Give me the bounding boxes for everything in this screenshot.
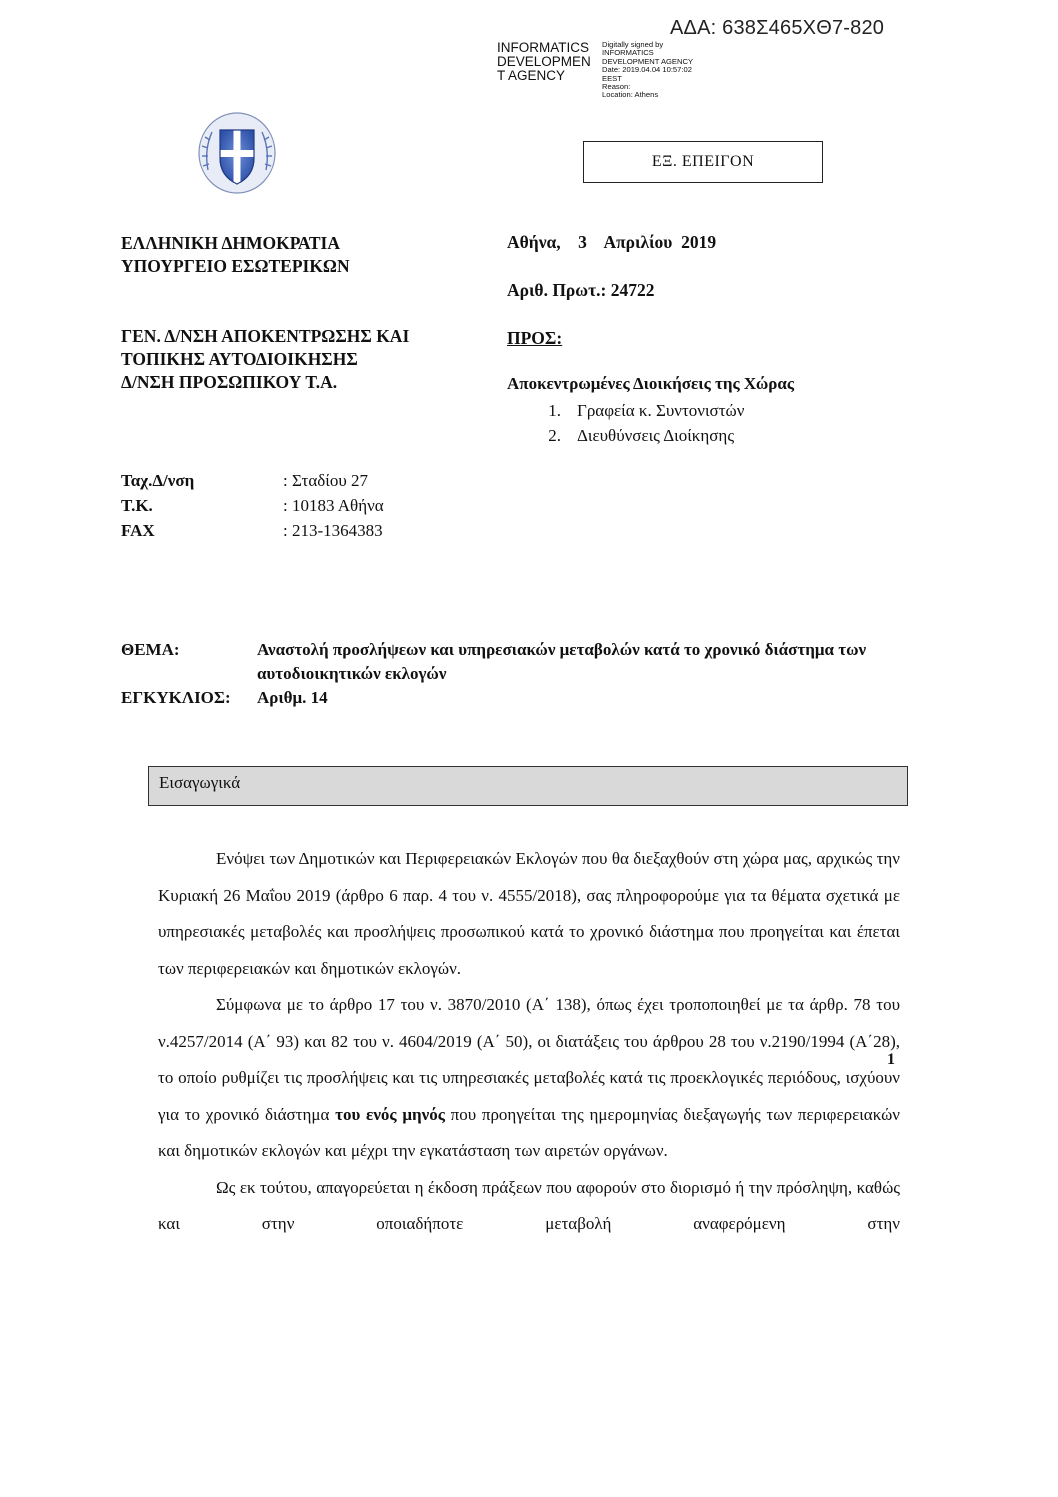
subject-block	[121, 638, 921, 710]
contact-details	[121, 468, 384, 543]
section-heading: Εισαγωγικά	[148, 766, 908, 806]
issuer-header	[121, 232, 350, 278]
contact-label: Ταχ.Δ/νση	[121, 471, 195, 490]
subject-row	[121, 638, 921, 686]
urgency-box: ΕΞ. ΕΠΕΙΓΟΝ	[583, 141, 823, 183]
document-date: Αθήνα, 3 Απριλίου 2019	[507, 232, 717, 252]
paragraph	[158, 987, 900, 1170]
paragraph-text: που προηγείται της ημερομηνίας διεξαγωγής των περιφερειακών και δημοτικών εκλογών και μέχρι την εγκατάσταση των αιρετών οργάνων.	[158, 1104, 900, 1160]
contact-label: FAX	[121, 521, 155, 540]
circular-row	[121, 686, 921, 710]
paragraph-emphasis: του ενός μηνός	[335, 1104, 445, 1124]
protocol-number: Αριθ. Πρωτ.: 24722	[507, 280, 655, 300]
signature-detail: Reason:	[602, 82, 631, 92]
page-number: 1	[887, 1051, 895, 1068]
signature-detail: DEVELOPMENT AGENCY	[602, 56, 694, 66]
recipients-title: Αποκεντρωμένες Διοικήσεις της Χώρας	[507, 374, 795, 393]
signature-detail: INFORMATICS	[602, 48, 654, 58]
contact-row	[121, 518, 384, 543]
paragraph: Ως εκ τούτου, απαγορεύεται η έκδοση πράξεων που αφορούν στο διορισμό ή την πρόσληψη, καθώς και στην οποιαδήποτε μεταβολή αναφερόμενη στην	[158, 1177, 900, 1233]
paragraph-text: Σύμφωνα με το άρθρο 17 του ν. 3870/2010 (Α΄ 138), όπως έχει τροποποιηθεί με τα άρθρ. 78 του ν.4257/2014 (Α΄ 93) και 82 του ν. 4604/2019 (Α΄ 50), οι διατάξεις του άρθρου 28 του ν.2190/1994 (Α΄28), το οποίο ρυθμίζει τις προσλήψεις και τις υπηρεσιακές μεταβολές κατά τις προεκλογικές περιόδους, ισχύουν για το χρονικό διάστημα	[158, 995, 900, 1124]
to-label: ΠΡΟΣ:	[507, 328, 563, 348]
list-item	[507, 423, 744, 448]
department-line: ΓΕΝ. Δ/ΝΣΗ ΑΠΟΚΕΝΤΡΩΣΗΣ ΚΑΙ	[121, 326, 410, 346]
circular-value: Αριθμ. 14	[257, 688, 328, 707]
list-item-number: 2.	[548, 426, 561, 445]
contact-value: : 10183 Αθήνα	[283, 496, 384, 515]
subject-text: Αναστολή προσλήψεων και υπηρεσιακών μεταβολών κατά το χρονικό διάστημα των αυτοδιοικητικών εκλογών	[257, 640, 867, 683]
department-line: Δ/ΝΣΗ ΠΡΟΣΩΠΙΚΟΥ Τ.Α.	[121, 372, 338, 392]
list-item-text: Γραφεία κ. Συντονιστών	[577, 401, 745, 420]
signature-detail: Digitally signed by	[602, 40, 664, 49]
signature-details	[602, 41, 732, 100]
circular-label: ΕΓΚΥΚΛΙΟΣ:	[121, 688, 231, 707]
department-header	[121, 325, 409, 394]
contact-label: Τ.Κ.	[121, 496, 153, 515]
paragraph: Ενόψει των Δημοτικών και Περιφερειακών Εκλογών που θα διεξαχθούν στη χώρα μας, αρχικώς την Κυριακή 26 Μαΐου 2019 (άρθρο 6 παρ. 4 του ν. 4555/2018), σας πληροφορούμε για τα θέματα σχετικά με υπηρεσιακές μεταβολές και προσλήψεις προσωπικού κατά το χρονικό διάστημα που προηγείται και έπεται των περιφερειακών και δημοτικών εκλογών.	[158, 849, 900, 978]
signature-detail: EEST	[602, 73, 622, 83]
signature-agency	[497, 41, 599, 83]
department-line: ΤΟΠΙΚΗΣ ΑΥΤΟΔΙΟΙΚΗΣΗΣ	[121, 349, 358, 369]
body-text	[158, 841, 900, 1243]
signature-agency-line: T AGENCY	[497, 68, 566, 83]
contact-row	[121, 493, 384, 518]
list-item-number: 1.	[548, 401, 561, 420]
list-item	[507, 398, 744, 423]
contact-row	[121, 468, 384, 493]
list-item-text: Διευθύνσεις Διοίκησης	[577, 426, 735, 445]
recipients-list	[507, 398, 744, 448]
greek-emblem-icon	[196, 110, 278, 196]
signature-detail: Location: Athens	[602, 90, 659, 100]
subject-label: ΘΕΜΑ:	[121, 640, 180, 659]
signature-detail: Date: 2019.04.04 10:57:02	[602, 65, 692, 75]
signature-agency-line: DEVELOPMEN	[497, 54, 591, 69]
republic-title: ΕΛΛΗΝΙΚΗ ΔΗΜΟΚΡΑΤΙΑ	[121, 233, 340, 253]
contact-value: : 213-1364383	[283, 521, 383, 540]
ministry-title: ΥΠΟΥΡΓΕΙΟ ΕΣΩΤΕΡΙΚΩΝ	[121, 256, 350, 276]
contact-value: : Σταδίου 27	[283, 471, 369, 490]
signature-agency-line: INFORMATICS	[497, 40, 589, 55]
ada-code: ΑΔΑ: 638Σ465ΧΘ7-820	[670, 17, 885, 39]
